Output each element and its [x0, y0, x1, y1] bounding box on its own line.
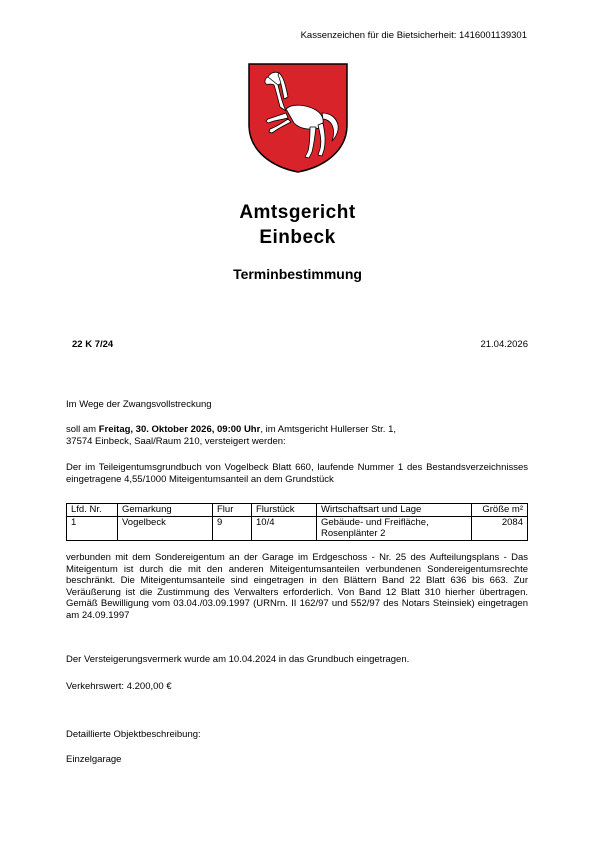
- table-header: Gemarkung: [118, 504, 213, 517]
- table-cell: 2084: [472, 516, 528, 540]
- termin-location: , im Amtsgericht Hullerser Str. 1,: [260, 424, 396, 435]
- table-header: Lfd. Nr.: [67, 504, 118, 517]
- termin-text: [66, 424, 528, 447]
- termin-location-line2: 37574 Einbeck, Saal/Raum 210, versteigert werden:: [66, 435, 286, 447]
- table-row: [67, 516, 528, 540]
- table-cell: 1: [67, 516, 118, 540]
- table-header: Größe m²: [472, 504, 528, 517]
- court-name-line1: Amtsgericht: [239, 202, 356, 223]
- kassenzeichen: Kassenzeichen für die Bietsicherheit: 1416001139301: [300, 30, 527, 41]
- verkehrswert: Verkehrswert: 4.200,00 €: [66, 681, 172, 692]
- object-intro: Der im Teileigentumsgrundbuch von Vogelbeck Blatt 660, laufende Nummer 1 des Bestandsverzeichnisses eingetragene 4,55/1000 Miteigentumsanteil an dem Grundstück: [66, 462, 528, 485]
- table-header: Wirtschaftsart und Lage: [317, 504, 472, 517]
- vermerk-text: Der Versteigerungsvermerk wurde am 10.04.2024 in das Grundbuch eingetragen.: [66, 654, 410, 665]
- table-cell: 10/4: [252, 516, 317, 540]
- table-header-row: [67, 504, 528, 517]
- intro-text: Im Wege der Zwangsvollstreckung: [66, 399, 212, 410]
- parcel-table: [66, 503, 528, 541]
- table-header: Flur: [213, 504, 252, 517]
- table-cell: 9: [213, 516, 252, 540]
- page-title: Terminbestimmung: [233, 266, 362, 282]
- detail-label: Detaillierte Objektbeschreibung:: [66, 729, 201, 740]
- termin-prefix: soll am: [66, 424, 99, 435]
- object-description: verbunden mit dem Sondereigentum an der Garage im Erdgeschoss - Nr. 25 des Aufteilungsplans - Das Miteigentum ist durch die mit den anderen Miteigentumsanteilen verbundenen Sondereigentumsrechte beschränkt. Die Miteigentumsanteile sind eingetragen in den Blättern Band 22 Blatt 636 bis 663. Zur Veräußerung ist die Zustimmung des Verwalters erforderlich. Von Band 12 Blatt 310 hierher übertragen. Gemäß Bewilligung vom 03.04./03.09.1997 (URNrn. II 162/97 und 552/97 des Notars Steinsiek) eingetragen am 24.09.1997: [66, 552, 528, 621]
- document-date: 21.04.2026: [480, 339, 528, 350]
- table-cell: Vogelbeck: [118, 516, 213, 540]
- table-header: Flurstück: [252, 504, 317, 517]
- termin-date: Freitag, 30. Oktober 2026, 09:00 Uhr: [98, 424, 261, 435]
- aktenzeichen: 22 K 7/24: [72, 339, 114, 350]
- court-name-line2: Einbeck: [259, 227, 336, 248]
- table-cell: Gebäude- und Freifläche, Rosenplänter 2: [317, 516, 472, 540]
- lower-saxony-coat-of-arms-icon: [248, 63, 348, 173]
- detail-value: Einzelgarage: [66, 754, 122, 765]
